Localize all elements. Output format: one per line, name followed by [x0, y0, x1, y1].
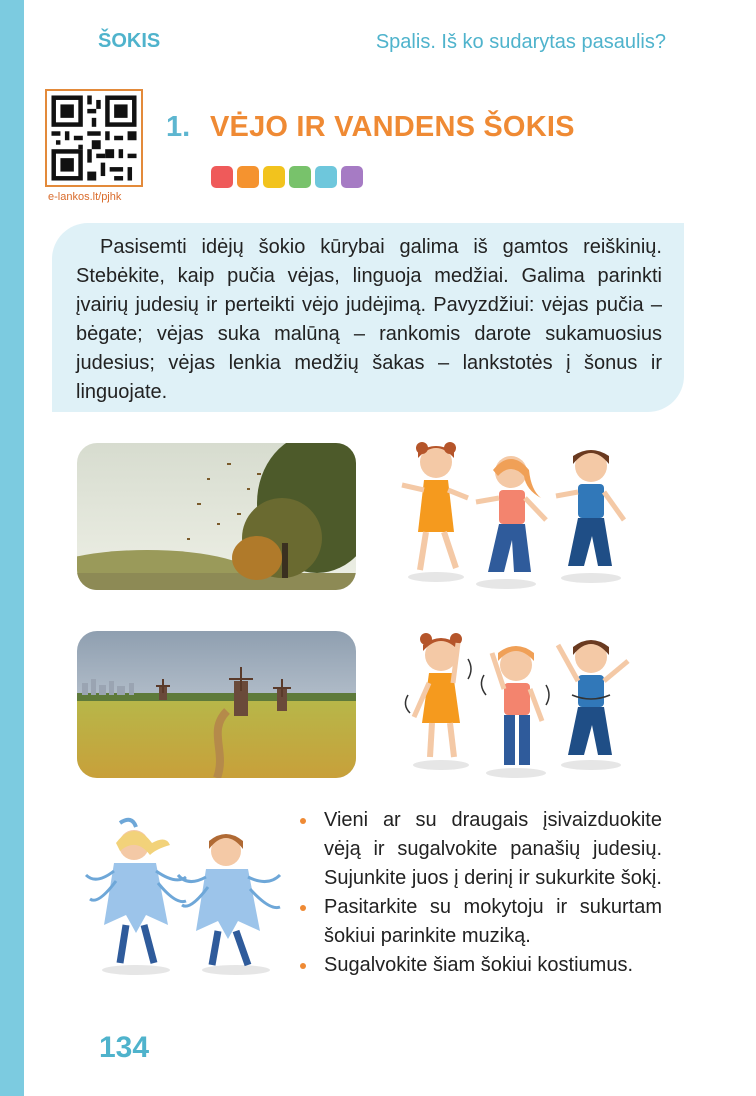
task-item — [300, 806, 662, 893]
bullet-icon — [300, 905, 306, 911]
section-header: Spalis. Iš ko sudarytas pasaulis? — [375, 31, 666, 53]
task-text: Pasitarkite su mokytoju ir sukurtam šokiui parinkite muziką. — [324, 896, 662, 947]
intro-text: Pasisemti idėjų šokio kūrybai galima iš gamtos reiškinių. Stebėkite, kaip pučia vėjas, linguoja medžiai. Galima parinkti įvairių judesių ir perteikti vėjo judėjimą. Pavyzdžiui: vėjas pučia – bėgate; vėjas suka malūną – rankomis darote sukamuosius judesius; vėjas lenkia medžių šakas – lankstotės į šonus ir linguojate. — [76, 236, 662, 403]
windmill-landscape-illustration — [77, 631, 356, 778]
side-color-bar — [0, 0, 24, 1096]
color-dot-1 — [211, 166, 233, 188]
spinning-children-illustration — [396, 625, 636, 780]
task-text: Sugalvokite šiam šokiui kostiumus. — [324, 954, 634, 976]
subject-header: ŠOKIS — [98, 30, 161, 52]
task-item — [300, 893, 662, 951]
color-dot-4 — [289, 166, 311, 188]
bullet-icon — [300, 818, 306, 824]
bullet-icon — [300, 963, 306, 969]
lesson-title: VĖJO IR VANDENS ŠOKIS — [210, 111, 575, 143]
wind-costume-dancers-illustration — [76, 815, 286, 980]
running-children-illustration — [396, 440, 636, 590]
task-text: Vieni ar su draugais įsivaizduokite vėją ir sugalvokite panašių judesių. Sujunkite juos į derinį ir sukurkite šokį. — [324, 809, 662, 889]
qr-code-icon[interactable] — [45, 89, 143, 187]
wind-field-illustration — [77, 443, 356, 590]
color-dot-3 — [263, 166, 285, 188]
color-dot-2 — [237, 166, 259, 188]
color-dots — [211, 166, 363, 188]
task-item — [300, 951, 662, 980]
lesson-number: 1. — [166, 111, 191, 143]
qr-link[interactable]: e-lankos.lt/pjhk — [48, 191, 122, 203]
color-dot-5 — [315, 166, 337, 188]
task-list — [300, 806, 662, 980]
page-number: 134 — [99, 1031, 150, 1064]
color-dot-6 — [341, 166, 363, 188]
